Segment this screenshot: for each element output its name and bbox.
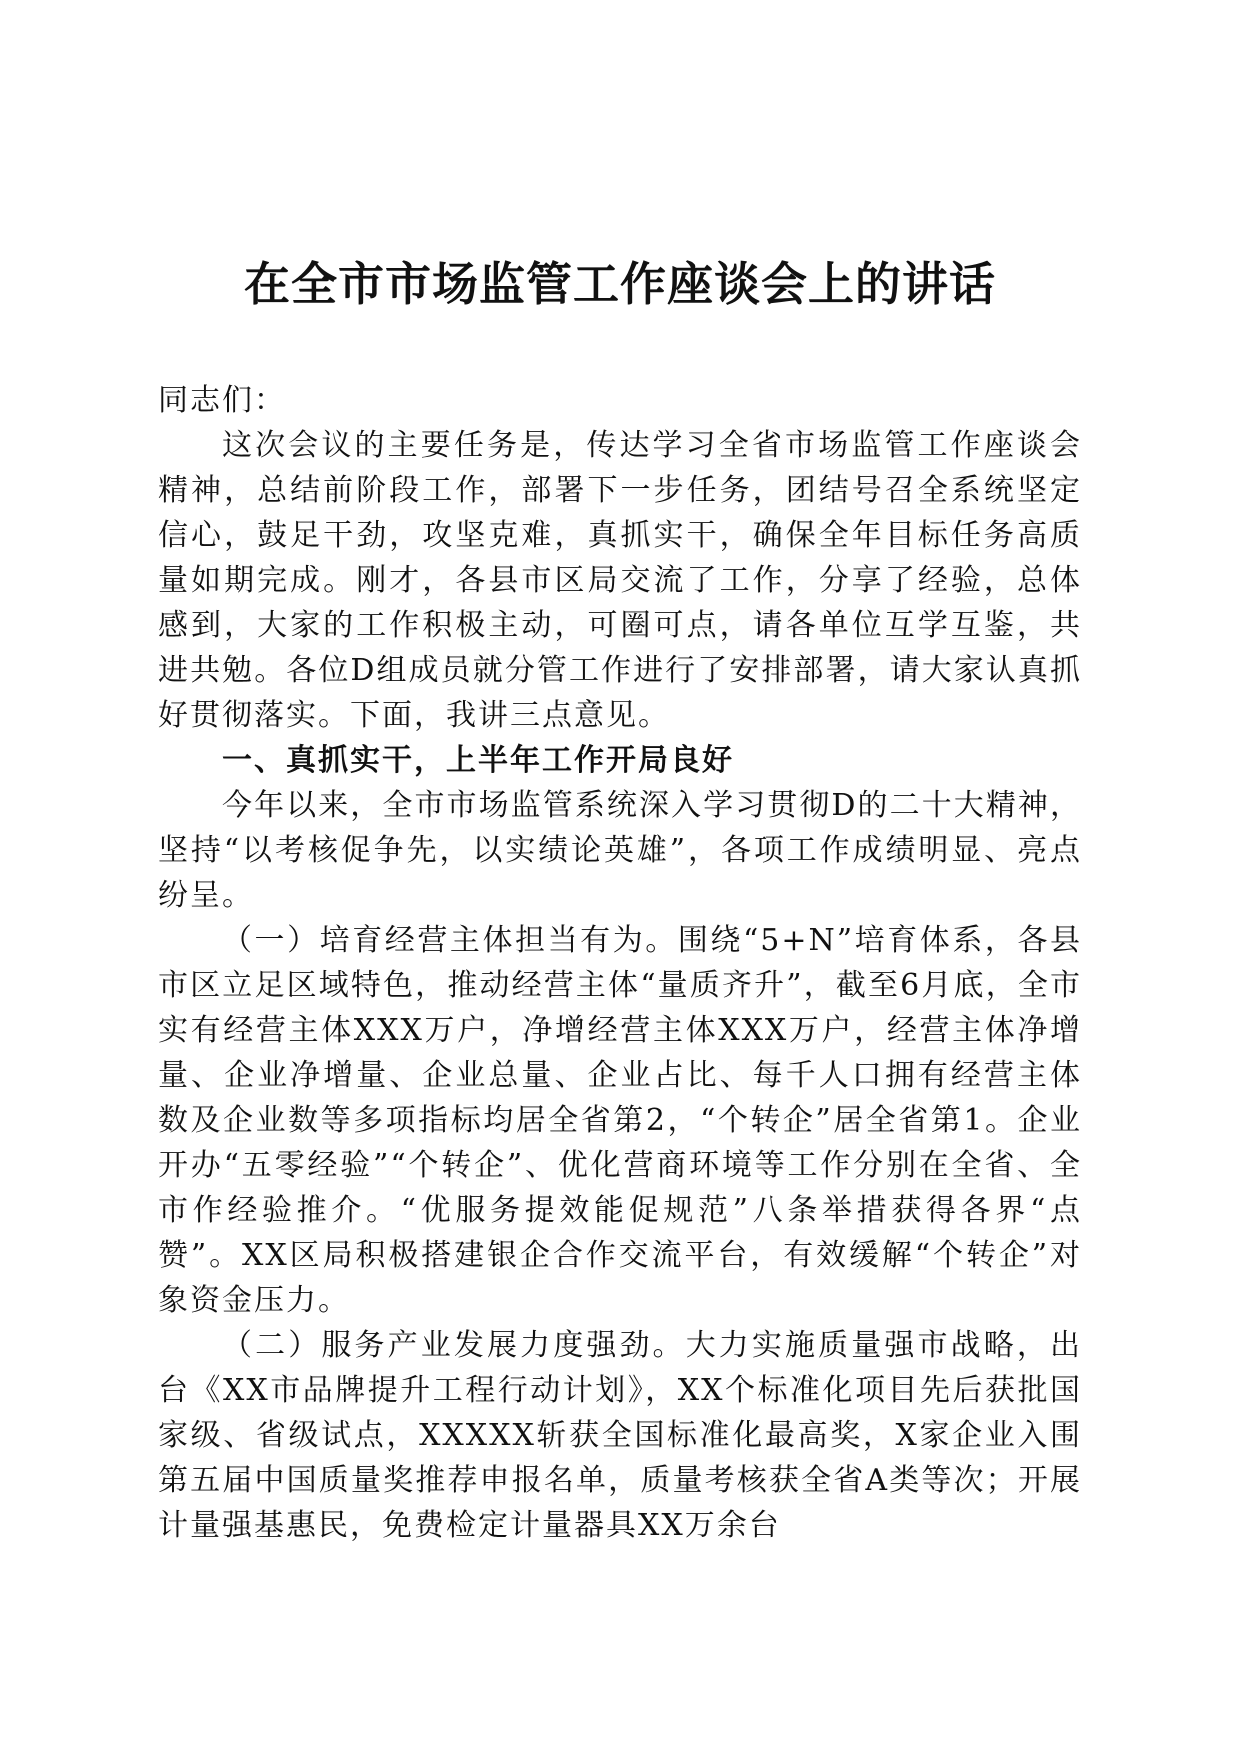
document-body [158,378,1082,1548]
paragraph-subsection-2 [158,1323,1082,1548]
document-title: 在全市市场监管工作座谈会上的讲话 [244,257,996,311]
salutation: 同志们： [158,383,286,418]
paragraph-text: 今年以来，全市市场监管系统深入学习贯彻D的二十大精神，坚持“以考核促争先，以实绩论英雄”，各项工作成绩明显、亮点纷呈。 [158,788,1082,913]
paragraph-text: 围绕“5+N”培育体系，各县市区立足区域特色，推动经营主体“量质齐升”，截至6月底，全市实有经营主体XXX万户，净增经营主体XXX万户，经营主体净增量、企业净增量、企业总量、企业占比、每千人口拥有经营主体数及企业数等多项指标均居全省第2，“个转企”居全省第1。企业开办“五零经验”“个转企”、优化营商环境等工作分别在全省、全市作经验推介。“优服务提效能促规范”八条举措获得各界“点赞”。XX区局积极搭建银企合作交流平台，有效缓解“个转企”对象资金压力。 [158,923,1083,1318]
paragraph-opening [158,423,1082,738]
paragraph-text: 大力实施质量强市战略，出台《XX市品牌提升工程行动计划》，XX个标准化项目先后获批国家级、省级试点，XXXXX斩获全国标准化最高奖，X家企业入围第五届中国质量奖推荐申报名单，质量考核获全省A类等次；开展计量强基惠民，免费检定计量器具XX万余台 [158,1328,1083,1543]
subsection-lead: （一）培育经营主体担当有为。 [222,923,678,958]
paragraph-section-1-intro [158,783,1082,918]
subsection-lead: （二）服务产业发展力度强劲。 [222,1328,686,1363]
paragraph-text: 这次会议的主要任务是，传达学习全省市场监管工作座谈会精神，总结前阶段工作，部署下一步任务，团结号召全系统坚定信心，鼓足干劲，攻坚克难，真抓实干，确保全年目标任务高质量如期完成。刚才，各县市区局交流了工作，分享了经验，总体感到，大家的工作积极主动，可圈可点，请各单位互学互鉴，共进共勉。各位D组成员就分管工作进行了安排部署，请大家认真抓好贯彻落实。下面，我讲三点意见。 [158,428,1082,733]
section-heading-1: 一、真抓实干，上半年工作开局良好 [222,743,734,778]
paragraph-subsection-1 [158,918,1082,1323]
